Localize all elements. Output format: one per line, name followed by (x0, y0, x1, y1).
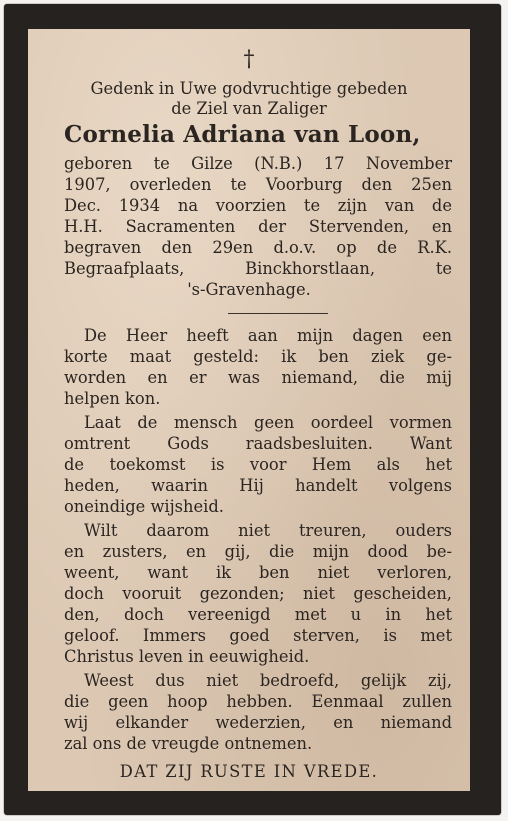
prayer-line: helpen kon. (64, 389, 161, 408)
prayer-line: doch vooruit gezonden; niet gescheiden, (64, 584, 452, 603)
prayer-line: omtrent Gods raadsbesluiten. Want (64, 434, 452, 453)
prayer-line: heden, waarin Hij handelt volgens (64, 476, 452, 495)
prayer-line: de toekomst is voor Hem als het (64, 455, 452, 474)
prayer-line: oneindige wijsheid. (64, 497, 224, 516)
bio-line-1: geboren te Gilze (N.B.) 17 November (64, 154, 452, 173)
prayer-line: geloof. Immers goed sterven, is met (64, 626, 452, 645)
prayer-line: Christus leven in eeuwigheid. (64, 647, 310, 666)
prayer-line: worden en er was niemand, die mij (64, 368, 452, 387)
card-paper (28, 29, 470, 791)
prayer-line: De Heer heeft aan mijn dagen een (84, 326, 452, 345)
bio-line-4: H.H. Sacramenten der Stervenden, en (64, 217, 452, 236)
prayer-line: die geen hoop hebben. Eenmaal zullen (64, 692, 452, 711)
prayer-line: wij elkander wederzien, en niemand (64, 713, 452, 732)
closing-line: DAT ZIJ RUSTE IN VREDE. (119, 762, 379, 781)
bio-line-6: Begraafplaats, Binckhorstlaan, te (64, 259, 452, 278)
prayer-line: weent, want ik ben niet verloren, (64, 563, 452, 582)
prayer-line: korte maat gesteld: ik ben ziek ge- (64, 347, 452, 366)
prayer-line: en zusters, en gij, die mijn dood be- (64, 542, 452, 561)
prayer-line: Laat de mensch geen oordeel vormen (84, 413, 452, 432)
divider-rule (228, 313, 328, 314)
prayer-line: Wilt daarom niet treuren, ouders (84, 521, 452, 540)
bio-line-7: 's-Gravenhage. (187, 280, 311, 299)
deceased-name: Cornelia Adriana van Loon, (64, 121, 421, 148)
prayer-line: den, doch vereenigd met u in het (64, 605, 452, 624)
bio-line-2: 1907, overleden te Voorburg den 25en (64, 175, 452, 194)
intro-line-2: de Ziel van Zaliger (171, 99, 327, 118)
prayer-line: zal ons de vreugde ontnemen. (64, 734, 313, 753)
prayer-line: Weest dus niet bedroefd, gelijk zij, (84, 671, 452, 690)
cross-icon: † (243, 47, 255, 72)
intro-line-1: Gedenk in Uwe godvruchtige gebeden (90, 79, 408, 98)
bio-line-3: Dec. 1934 na voorzien te zijn van de (64, 196, 452, 215)
memorial-card (4, 4, 501, 815)
bio-line-5: begraven den 29en d.o.v. op de R.K. (64, 238, 452, 257)
